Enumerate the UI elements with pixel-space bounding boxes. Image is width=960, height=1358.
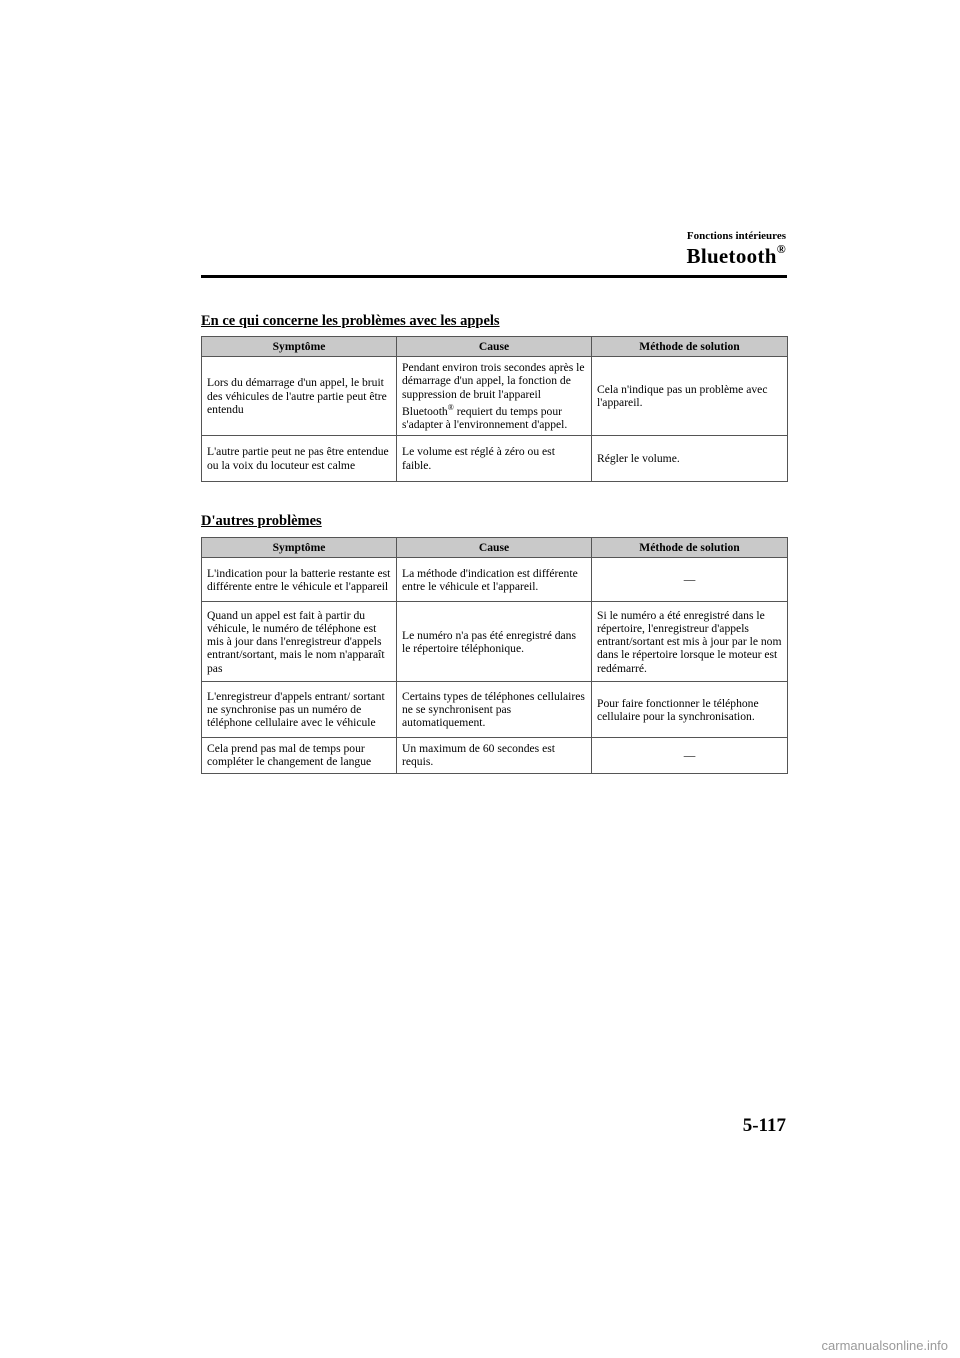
column-header-solution: Méthode de solution <box>592 337 788 357</box>
column-header-symptom: Symptôme <box>202 538 397 558</box>
solution-cell: Si le numéro a été enregistré dans le répertoire, l'enregistreur d'appels entrant/sortant est mis à jour par le nom dans le répertoire lorsque le moteur est redémarré. <box>592 602 788 682</box>
section-label: Fonctions intérieures <box>686 230 786 242</box>
symptom-cell: Lors du démarrage d'un appel, le bruit des véhicules de l'autre partie peut être entendu <box>202 357 397 436</box>
watermark: carmanualsonline.info <box>821 1338 948 1353</box>
page-title: Bluetooth® <box>686 242 786 268</box>
column-header-symptom: Symptôme <box>202 337 397 357</box>
symptom-cell: L'enregistreur d'appels entrant/ sortant ne synchronise pas un numéro de téléphone cellulaire avec le véhicule <box>202 682 397 738</box>
table-row <box>202 602 788 682</box>
symptom-cell: Quand un appel est fait à partir du véhicule, le numéro de téléphone est mis à jour dans l'enregistreur d'appels entrant/sortant, mais le nom n'apparaît pas <box>202 602 397 682</box>
solution-cell: Pour faire fonctionner le téléphone cellulaire pour la synchronisation. <box>592 682 788 738</box>
symptom-cell: Cela prend pas mal de temps pour compléter le changement de langue <box>202 738 397 773</box>
page-number: 5-117 <box>742 1115 786 1136</box>
others-troubleshooting-table <box>201 537 788 774</box>
table-row <box>202 558 788 602</box>
cause-cell: Un maximum de 60 secondes est requis. <box>397 738 592 773</box>
registered-mark: ® <box>447 402 454 412</box>
header-divider <box>201 275 787 278</box>
column-header-cause: Cause <box>397 538 592 558</box>
symptom-cell: L'autre partie peut ne pas être entendue ou la voix du locuteur est calme <box>202 436 397 482</box>
calls-section-heading: En ce qui concerne les problèmes avec les appels <box>201 313 500 329</box>
table-row <box>202 357 788 436</box>
others-section-heading: D'autres problèmes <box>201 513 322 529</box>
table-row <box>202 738 788 773</box>
table-header-row <box>202 538 788 558</box>
table-row <box>202 436 788 482</box>
cause-cell: Certains types de téléphones cellulaires ne se synchronisent pas automatiquement. <box>397 682 592 738</box>
cause-cell: La méthode d'indication est différente entre le véhicule et l'appareil. <box>397 558 592 602</box>
solution-cell: Cela n'indique pas un problème avec l'appareil. <box>592 357 788 436</box>
cause-cell: Le numéro n'a pas été enregistré dans le répertoire téléphonique. <box>397 602 592 682</box>
solution-cell: — <box>592 558 788 602</box>
table-header-row <box>202 337 788 357</box>
calls-troubleshooting-table <box>201 336 788 482</box>
table-row <box>202 682 788 738</box>
symptom-cell: L'indication pour la batterie restante est différente entre le véhicule et l'appareil <box>202 558 397 602</box>
cause-cell: Le volume est réglé à zéro ou est faible. <box>397 436 592 482</box>
column-header-cause: Cause <box>397 337 592 357</box>
solution-cell: — <box>592 738 788 773</box>
solution-cell: Régler le volume. <box>592 436 788 482</box>
cause-cell: Pendant environ trois secondes après le démarrage d'un appel, la fonction de suppression de bruit l'appareil Bluetooth® requiert du temps pour s'adapter à l'environnement d'appel. <box>397 357 592 436</box>
column-header-solution: Méthode de solution <box>592 538 788 558</box>
registered-mark: ® <box>776 242 786 256</box>
